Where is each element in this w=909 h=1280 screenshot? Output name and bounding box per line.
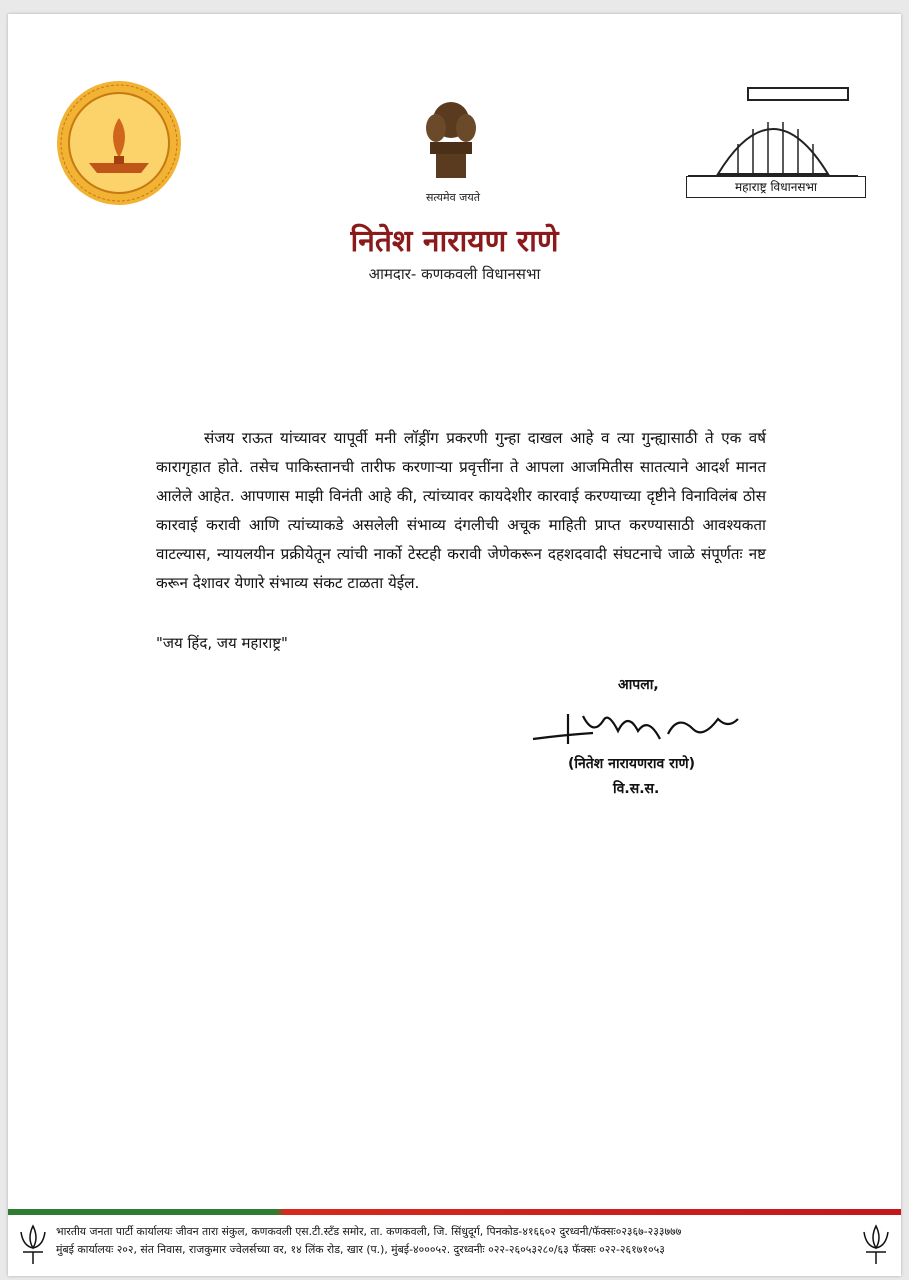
signature-icon	[528, 704, 748, 754]
footer-mumbai-office: मुंबई कार्यालयः २०२, संत निवास, राजकुमार ज्वेलर्सच्या वर, १४ लिंक रोड, खार (प.), मुंबई-४०००५२. दुरध्वनीः ०२२-२६०५३२८०/६३ फॅक्सः ०२२-२६१७१०५३	[56, 1243, 665, 1256]
assembly-label: महाराष्ट्र विधानसभा	[686, 176, 866, 198]
signer-title: वि.स.स.	[613, 781, 660, 797]
footer-party-office: भारतीय जनता पार्टी कार्यालयः जीवन तारा संकुल, कणकवली एस.टी.स्टँड समोर, ता. कणकवली, जि. सिंधुदूर्ग, पिनकोड-४१६६०२ दुरध्वनी/फॅक्सः०२३६७-२३३७७७	[56, 1225, 682, 1238]
bjp-lotus-icon	[861, 1222, 891, 1266]
signer-name: (नितेश नारायणराव राणे)	[568, 756, 696, 772]
footer-color-bar	[8, 1209, 901, 1215]
maharashtra-seal-icon	[54, 78, 184, 208]
bjp-lotus-icon	[18, 1222, 48, 1266]
letter-page	[8, 14, 901, 1276]
footer-address	[56, 1223, 856, 1259]
letterhead-name: नितेश नारायण राणे	[350, 224, 559, 259]
letter-closing: आपला,	[618, 677, 659, 693]
letterhead-designation: आमदार- कणकवली विधानसभा	[368, 265, 541, 283]
letter-body: संजय राऊत यांच्यावर यापूर्वी मनी लॉड्रींग प्रकरणी गुन्हा दाखल आहे व त्या गुन्ह्यासाठी ते एक वर्ष कारागृहात होते. तसेच पाकिस्तानची तारीफ करणाऱ्या प्रवृत्तींना ते आपला आजमितीस सातत्याने आदर्श मानत आलेले आहेत. आपणास माझी विनंती आहे की, त्यांच्यावर कायदेशीर कारवाई करण्याच्या दृष्टीने विनाविलंब ठोस कारवाई करावी आणि त्यांच्याकडे असलेली संभाव्य दंगलीची अचूक माहिती प्राप्त करण्यासाठी आवश्यकता वाटल्यास, न्यायलयीन प्रक्रीयेतून त्यांची नार्को टेस्टही करावी जेणेकरून दहशदवादी संघटनाचे जाळे संपूर्णतः नष्ट करून देशावर येणारे संभाव्य संकट टाळता येईल.	[156, 429, 766, 592]
letter-slogan: "जय हिंद, जय महाराष्ट्र"	[156, 634, 288, 652]
national-emblem-icon	[416, 98, 486, 184]
emblem-motto: सत्यमेव जयते	[425, 191, 480, 204]
